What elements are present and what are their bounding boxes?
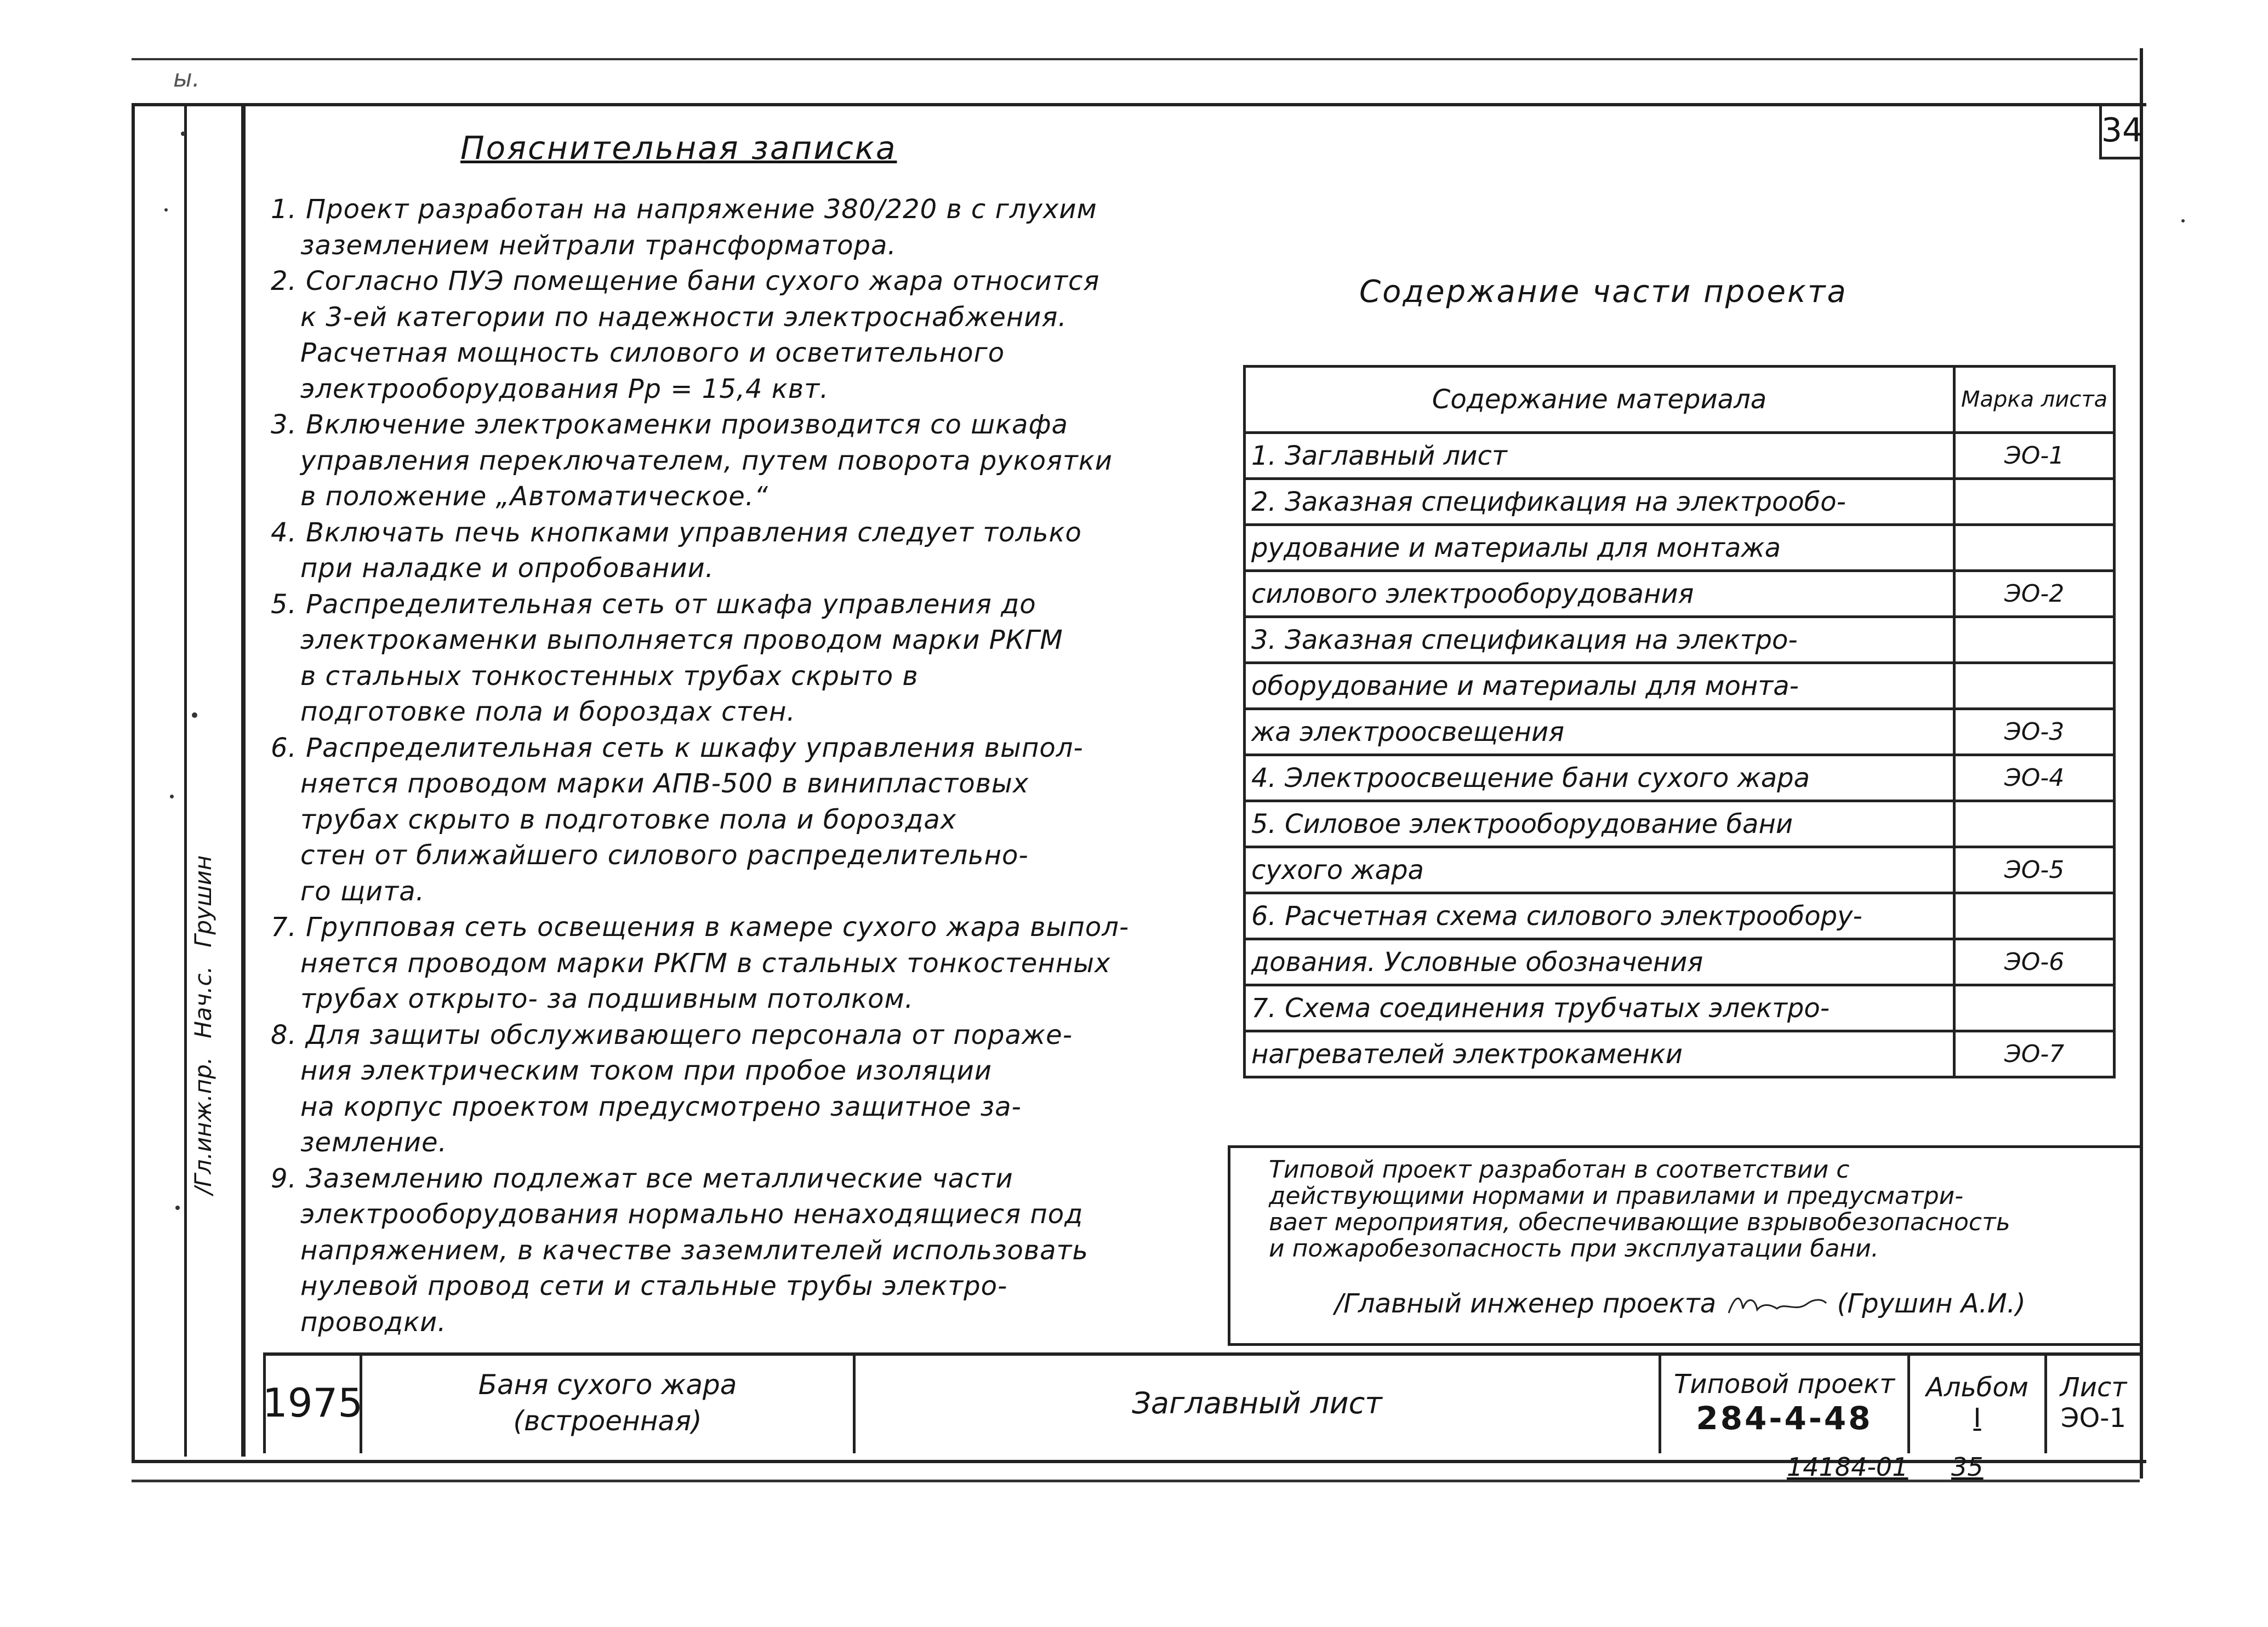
contents-mark: ЭО-6	[1954, 939, 2115, 985]
sheet-number: 34	[2099, 104, 2142, 159]
object-name-line2: (встроенная)	[513, 1405, 702, 1437]
contents-row	[1245, 571, 2115, 617]
contents-row	[1245, 709, 2115, 755]
year: 1975	[262, 1380, 363, 1426]
project-cell	[1659, 1352, 1907, 1453]
sheet-title-cell	[853, 1352, 1659, 1453]
side-approval-stamp	[181, 778, 225, 1195]
archive-page: 35	[1951, 1452, 1984, 1482]
note-line: электрооборудования Рр = 15,4 квт.	[300, 373, 829, 404]
contents-row	[1245, 525, 2115, 571]
contents-item: нагревателей электрокаменки	[1245, 1031, 1954, 1077]
side-stamp-name: Грушин	[189, 855, 216, 947]
scan-speck	[181, 132, 185, 136]
sheet-value: ЭО-1	[2060, 1403, 2127, 1434]
contents-item: силового электрооборудования	[1245, 571, 1954, 617]
note-line: при наладке и опробовании.	[300, 553, 714, 584]
sheet-title: Заглавный лист	[1132, 1385, 1382, 1420]
contents-mark	[1954, 801, 2115, 847]
handwritten-signature	[1724, 1292, 1828, 1318]
header-content: Содержание материала	[1245, 367, 1954, 433]
archive-number: 14184-01	[1787, 1452, 1908, 1482]
note-line: 4. Включать печь кнопками управления следует только	[271, 517, 1082, 548]
contents-row	[1245, 1031, 2115, 1077]
album-value: I	[1973, 1403, 1981, 1434]
contents-row	[1245, 939, 2115, 985]
contents-mark	[1954, 479, 2115, 525]
note-line: го щита.	[300, 876, 425, 907]
compliance-line: Типовой проект разработан в соответствии с	[1269, 1156, 1850, 1184]
contents-item: рудование и материалы для монтажа	[1245, 525, 1954, 571]
contents-row	[1245, 433, 2115, 479]
note-line: 3. Включение электрокаменки производится со шкафа	[271, 409, 1068, 440]
contents-mark	[1954, 525, 2115, 571]
note-line: к 3-ей категории по надежности электроснабжения.	[300, 301, 1067, 333]
note-line: подготовке пола и бороздах стен.	[300, 697, 796, 727]
note-line: 7. Групповая сеть освещения в камере сухого жара выпол-	[271, 912, 1130, 943]
signature-name: (Грушин А.И.)	[1837, 1288, 2026, 1319]
contents-item: сухого жара	[1245, 847, 1954, 893]
signature-prefix: /Главный инженер проекта	[1335, 1288, 1717, 1319]
contents-row	[1245, 893, 2115, 939]
contents-header-row	[1245, 367, 2115, 433]
note-line: няется проводом марки РКГМ в стальных тонкостенных	[300, 947, 1111, 979]
compliance-line: и пожаробезопасность при эксплуатации бани.	[1269, 1235, 1879, 1263]
contents-item: 7. Схема соединения трубчатых электро-	[1245, 985, 1954, 1031]
compliance-line: действующими нормами и правилами и предусматри-	[1269, 1182, 1964, 1210]
side-stamp-role-head: Нач.с.	[189, 966, 216, 1038]
scan-speck	[192, 712, 197, 718]
object-name-cell	[360, 1352, 853, 1453]
note-line: 2. Согласно ПУЭ помещение бани сухого жара относится	[271, 266, 1100, 296]
note-line: трубах открыто- за подшивным потолком.	[300, 984, 914, 1014]
compliance-note-box	[1228, 1145, 2140, 1346]
contents-row	[1245, 479, 2115, 525]
contents-item: 1. Заглавный лист	[1245, 433, 1954, 479]
contents-table	[1243, 365, 2116, 1078]
contents-row	[1245, 847, 2115, 893]
side-stamp-role-chief-engineer: /Гл.инж.пр.	[189, 1057, 216, 1195]
note-line: ния электрическим током при пробое изоляции	[300, 1055, 992, 1086]
contents-mark: ЭО-2	[1954, 571, 2115, 617]
note-line: 1. Проект разработан на напряжение 380/220 в с глухим	[271, 194, 1097, 225]
contents-row	[1245, 663, 2115, 709]
note-line: Расчетная мощность силового и осветительного	[300, 338, 1005, 368]
contents-mark	[1954, 617, 2115, 663]
note-line: управления переключателем, путем поворота рукоятки	[300, 445, 1113, 476]
scan-speck	[175, 1206, 180, 1210]
note-line: электрокаменки выполняется проводом марки РКГМ	[300, 625, 1063, 655]
contents-item: 3. Заказная спецификация на электро-	[1245, 617, 1954, 663]
explanatory-notes	[271, 192, 1203, 1340]
note-line: проводки.	[300, 1306, 447, 1338]
contents-item: дования. Условные обозначения	[1245, 939, 1954, 985]
contents-row	[1245, 985, 2115, 1031]
contents-mark: ЭО-3	[1954, 709, 2115, 755]
chief-engineer-signature-line	[1335, 1288, 2026, 1319]
compliance-text	[1269, 1157, 2010, 1262]
contents-item: 6. Расчетная схема силового электрообору-	[1245, 893, 1954, 939]
contents-row	[1245, 755, 2115, 801]
note-line: заземлением нейтрали трансформатора.	[300, 230, 897, 261]
header-mark: Марка листа	[1954, 367, 2115, 433]
note-line: трубах скрыто в подготовке пола и бороздах	[300, 804, 957, 835]
compliance-line: вает мероприятия, обеспечивающие взрывобезопасность	[1269, 1208, 2010, 1236]
contents-mark: ЭО-7	[1954, 1031, 2115, 1077]
frame-top-line	[132, 58, 2138, 60]
note-line: в стальных тонкостенных трубах скрыто в	[300, 660, 919, 692]
scan-speck	[164, 208, 168, 212]
year-cell	[262, 1352, 363, 1453]
contents-item: оборудование и материалы для монта-	[1245, 663, 1954, 709]
title-block	[263, 1352, 2140, 1453]
object-name-line1: Баня сухого жара	[478, 1369, 737, 1401]
note-line: 8. Для защиты обслуживающего персонала от пораже-	[271, 1019, 1073, 1051]
notes-title: Пояснительная записка	[460, 129, 897, 167]
project-code: 284-4-48	[1696, 1400, 1873, 1437]
note-line: напряжением, в качестве заземлителей использовать	[300, 1235, 1089, 1266]
contents-row	[1245, 617, 2115, 663]
note-line: нулевой провод сети и стальные трубы электро-	[300, 1271, 1008, 1301]
contents-mark	[1954, 893, 2115, 939]
project-label: Типовой проект	[1673, 1369, 1895, 1400]
contents-mark: ЭО-5	[1954, 847, 2115, 893]
contents-item: 4. Электроосвещение бани сухого жара	[1245, 755, 1954, 801]
album-label: Альбом	[1926, 1372, 2028, 1403]
contents-row	[1245, 801, 2115, 847]
sheet-cell	[2044, 1352, 2140, 1453]
corner-mark: ы.	[173, 65, 200, 93]
contents-item: 5. Силовое электрооборудование бани	[1245, 801, 1954, 847]
scan-speck	[170, 795, 174, 798]
contents-item: 2. Заказная спецификация на электрообо-	[1245, 479, 1954, 525]
note-line: стен от ближайшего силового распределительно-	[300, 840, 1029, 871]
contents-mark	[1954, 985, 2115, 1031]
contents-mark: ЭО-1	[1954, 433, 2115, 479]
scan-speck	[2181, 219, 2185, 222]
contents-mark	[1954, 663, 2115, 709]
note-line: в положение „Автоматическое.“	[300, 481, 768, 512]
sheet-label: Лист	[2060, 1372, 2127, 1403]
contents-mark: ЭО-4	[1954, 755, 2115, 801]
album-cell	[1907, 1352, 2044, 1453]
note-line: 9. Заземлению подлежат все металлические части	[271, 1163, 1013, 1194]
contents-item: жа электроосвещения	[1245, 709, 1954, 755]
note-line: няется проводом марки АПВ-500 в винипластовых	[300, 768, 1029, 799]
note-line: 6. Распределительная сеть к шкафу управления выпол-	[271, 732, 1084, 763]
note-line: 5. Распределительная сеть от шкафа управления до	[271, 589, 1036, 620]
note-line: на корпус проектом предусмотрено защитное за-	[300, 1091, 1022, 1122]
contents-title: Содержание части проекта	[1359, 274, 1848, 310]
note-line: земление.	[300, 1127, 447, 1158]
note-line: электрооборудования нормально ненаходящиеся под	[300, 1199, 1084, 1230]
